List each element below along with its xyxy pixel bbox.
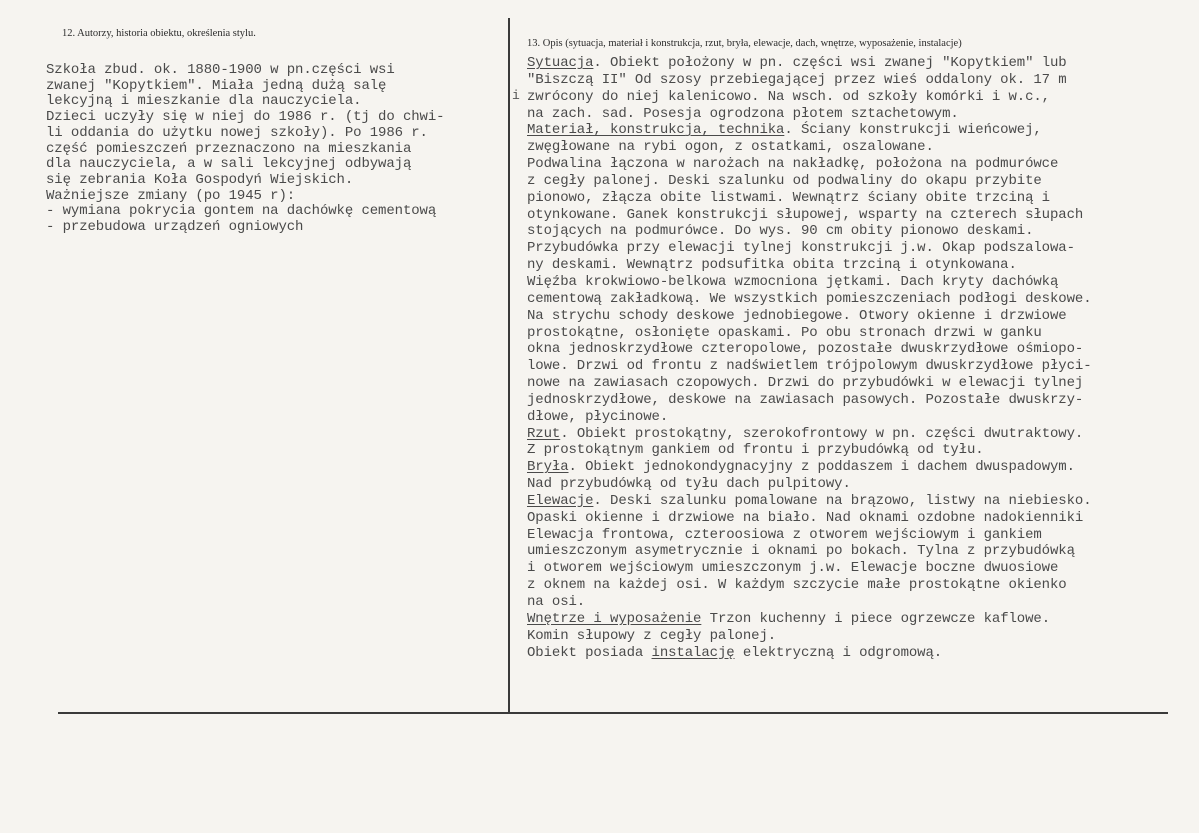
text-line-body: cementową zakładkową. We wszystkich pomieszczeniach podłogi deskowe. [527, 290, 1092, 307]
text-line-body: na osi. [527, 594, 586, 610]
text-line-body: Trzon kuchenny i piece ogrzewcze kaflowe. [701, 610, 1051, 627]
text-line [527, 442, 1192, 459]
text-line [527, 543, 1192, 560]
text-line-body: Komin słupowy z cegły palonej. [527, 627, 777, 644]
underlined-keyword: Bryła [527, 459, 569, 476]
text-line-body: Nad przybudówką od tyłu dach pulpitowy. [527, 476, 851, 493]
text-line [527, 560, 1192, 577]
text-line [527, 207, 1192, 224]
text-line [527, 426, 1192, 443]
text-line-body: . Deski szalunku pomalowane na brązowo, listwy na niebiesko. [593, 492, 1092, 509]
text-line [527, 274, 1192, 291]
section-12-text [46, 63, 501, 236]
text-line [527, 173, 1192, 190]
text-line [527, 409, 1192, 426]
text-line-body: z cegły palonej. Deski szalunku od podwaliny do okapu przybite [527, 172, 1042, 189]
text-line [527, 645, 1192, 662]
text-line [527, 223, 1192, 240]
text-line: Dzieci uczyły się w niej do 1986 r. (tj do chwi- [46, 109, 445, 126]
section-13-text [527, 55, 1192, 661]
text-line-body: . Obiekt jednokondygnacyjny z poddaszem i dachem dwuspadowym. [568, 459, 1075, 476]
underlined-keyword: Wnętrze i wyposażenie [527, 610, 702, 627]
text-line-body: elektryczną i odgromową. [734, 644, 943, 661]
text-line: li oddania do użytku nowej szkoły). Po 1986 r. [46, 124, 428, 141]
text-line [527, 476, 1192, 493]
text-line [527, 308, 1192, 325]
text-line-body: na zach. sad. Posesja ogrodzona płotem sztachetowym. [527, 105, 959, 122]
text-line-body: Podwalina łączona w narożach na nakładkę, położona na podmurówce [527, 156, 1059, 173]
text-line-body: pionowo, złącza obite listwami. Wewnątrz ściany obite trzciną i [527, 189, 1050, 206]
text-line-body: i otworem wejściowym umieszczonym j.w. Elewacje boczne dwuosiowe [527, 560, 1059, 577]
text-line [527, 375, 1192, 392]
text-line [527, 459, 1192, 476]
text-line-body: Opaski okienne i drzwiowe na biało. Nad oknami ozdobne nadokienniki [527, 509, 1084, 526]
text-line-body: Przybudówka przy elewacji tylnej konstrukcji j.w. Okap podszalowa- [527, 240, 1075, 257]
text-line [527, 577, 1192, 594]
text-line: zwanej "Kopytkiem". Miała jedną dużą salę [46, 77, 387, 94]
section-12-heading: 12. Autorzy, historia obiektu, określenia stylu. [62, 28, 256, 39]
text-line [527, 358, 1192, 375]
text-line-body: Elewacja frontowa, czteroosiowa z otworem wejściowym i gankiem [527, 526, 1042, 543]
text-line-body: Z prostokątnym gankiem od frontu i przybudówką od tyłu. [527, 442, 984, 459]
text-line: - wymiana pokrycia gontem na dachówkę cementową [46, 203, 437, 220]
underlined-keyword: Sytuacja [527, 55, 594, 71]
text-line-body: umieszczonym asymetrycznie i oknami po bokach. Tylna z przybudówką [527, 543, 1075, 560]
text-line-prefix: Obiekt posiada [527, 644, 652, 661]
text-line-body: z oknem na każdej osi. W każdym szczycie małe prostokątne okienko [527, 577, 1067, 594]
section-13-heading: 13. Opis (sytuacja, materiał i konstrukcja, rzut, bryła, elewacje, dach, wnętrze, wyposażenie, instalacje) [527, 38, 962, 49]
column-divider [508, 18, 510, 713]
text-line [527, 291, 1192, 308]
underlined-keyword: Elewacje [527, 492, 594, 509]
text-line [527, 257, 1192, 274]
text-line [527, 527, 1192, 544]
text-line-body: ny deskami. Wewnątrz podsufitka obita trzciną i otynkowana. [527, 257, 1017, 274]
text-line [527, 72, 1192, 89]
text-line-body: nowe na zawiasach czopowych. Drzwi do przybudówki w elewacji tylnej [527, 375, 1084, 392]
text-line [527, 156, 1192, 173]
text-line-body: prostokątne, osłonięte opaskami. Po obu stronach drzwi w ganku [527, 324, 1042, 341]
text-line-body: Więźba krokwiowo-belkowa wzmocniona jętkami. Dach kryty dachówką [527, 273, 1059, 290]
text-line-body: zwęgłowane na rybi ogon, z ostatkami, oszalowane. [527, 139, 934, 156]
text-line: się zebrania Koła Gospodyń Wiejskich. [46, 171, 354, 188]
text-line-body: zwrócony do niej kalenicowo. Na wsch. od szkoły komórki i w.c., [527, 88, 1050, 105]
text-line: część pomieszczeń przeznaczono na mieszkania [46, 140, 412, 157]
text-line [527, 139, 1192, 156]
text-line-body: . Obiekt prostokątny, szerokofrontowy w pn. części dwutraktowy. [560, 425, 1084, 442]
text-line [527, 325, 1192, 342]
text-line-body: Na strychu schody deskowe jednobiegowe. Otwory okienne i drzwiowe [527, 307, 1067, 324]
text-line [527, 594, 1192, 611]
text-line-body: okna jednoskrzydłowe czteropolowe, pozostałe dwuskrzydłowe ośmiopo- [527, 341, 1084, 358]
text-line [527, 89, 1192, 106]
text-line-body: jednoskrzydłowe, deskowe na zawiasach pasowych. Pozostałe dwuskrzy- [527, 391, 1084, 408]
text-line: Szkoła zbud. ok. 1880-1900 w pn.części wsi [46, 62, 395, 78]
text-line [527, 493, 1192, 510]
text-line: - przebudowa urządzeń ogniowych [46, 219, 304, 236]
text-line-body: otynkowane. Ganek konstrukcji słupowej, wsparty na czterech słupach [527, 206, 1084, 223]
underlined-keyword: Materiał, konstrukcja, technika [527, 122, 785, 139]
text-line: lekcyjną i mieszkanie dla nauczyciela. [46, 93, 362, 110]
text-line: Ważniejsze zmiany (po 1945 r): [46, 187, 296, 204]
text-line [527, 240, 1192, 257]
text-line-body: dłowe, płycinowe. [527, 408, 669, 425]
underlined-keyword: Rzut [527, 425, 561, 442]
text-line-body: stojących na podmurówce. Do wys. 90 cm obity pionowo deskami. [527, 223, 1034, 240]
text-line-body: . Ściany konstrukcji wieńcowej, [784, 122, 1042, 139]
text-line [527, 122, 1192, 139]
text-line-body: . Obiekt położony w pn. części wsi zwanej "Kopytkiem" lub [593, 55, 1067, 71]
text-line: dla nauczyciela, a w sali lekcyjnej odbywają [46, 156, 412, 173]
text-line [527, 392, 1192, 409]
margin-mark: i [512, 88, 520, 103]
underlined-keyword: instalację [651, 644, 735, 661]
text-line [527, 190, 1192, 207]
text-line [527, 628, 1192, 645]
text-line [527, 106, 1192, 123]
text-line [527, 55, 1192, 72]
text-line-body: lowe. Drzwi od frontu z nadświetlem trójpolowym dwuskrzydłowe płyci- [527, 358, 1092, 375]
text-line-body: "Biszczą II" Od szosy przebiegającej przez wieś oddalony ok. 17 m [527, 71, 1067, 88]
text-line [527, 510, 1192, 527]
text-line [527, 611, 1192, 628]
text-line [527, 341, 1192, 358]
bottom-rule [58, 712, 1168, 714]
